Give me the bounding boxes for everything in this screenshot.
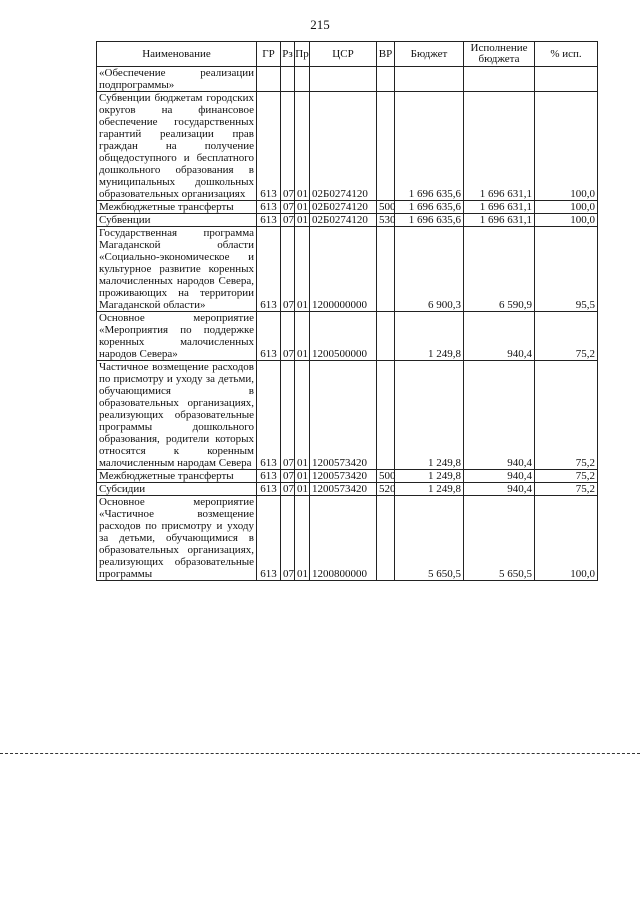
row-pr (295, 67, 310, 92)
row-rz: 07 (281, 470, 295, 483)
row-percent: 100,0 (535, 92, 598, 201)
table-header-row (97, 42, 598, 67)
row-vr: 500 (377, 201, 395, 214)
row-pr: 01 (295, 496, 310, 581)
row-rz: 07 (281, 214, 295, 227)
row-percent: 75,2 (535, 470, 598, 483)
row-gr: 613 (257, 92, 281, 201)
row-name: Межбюджетные трансферты (97, 470, 257, 483)
row-name: Частичное возмещение расходов по присмотру и уходу за детьми, обучающимися в образовательных организациях, реализующих образовательные программы дошкольного образования, родители которых относятся к коренным малочисленным народам Севера (97, 361, 257, 470)
row-budget: 1 696 635,6 (395, 214, 464, 227)
row-percent: 75,2 (535, 312, 598, 361)
table-row (97, 201, 598, 214)
row-vr: 500 (377, 470, 395, 483)
row-percent: 100,0 (535, 214, 598, 227)
row-budget: 1 249,8 (395, 312, 464, 361)
row-csr (310, 67, 377, 92)
row-percent (535, 67, 598, 92)
row-vr (377, 312, 395, 361)
row-pr: 01 (295, 92, 310, 201)
row-rz: 07 (281, 483, 295, 496)
row-gr: 613 (257, 483, 281, 496)
row-csr: 1200573420 (310, 483, 377, 496)
row-gr: 613 (257, 470, 281, 483)
row-percent: 100,0 (535, 496, 598, 581)
table-row (97, 92, 598, 201)
row-percent: 75,2 (535, 483, 598, 496)
row-vr: 530 (377, 214, 395, 227)
row-rz: 07 (281, 496, 295, 581)
row-csr: 1200800000 (310, 496, 377, 581)
row-rz: 07 (281, 227, 295, 312)
row-pr: 01 (295, 227, 310, 312)
row-rz (281, 67, 295, 92)
row-pr: 01 (295, 483, 310, 496)
row-name: Межбюджетные трансферты (97, 201, 257, 214)
row-execution: 940,4 (464, 312, 535, 361)
row-percent: 100,0 (535, 201, 598, 214)
row-execution: 940,4 (464, 361, 535, 470)
page-number: 215 (310, 17, 330, 32)
row-name: Государственная программа Магаданской области «Социально-экономическое и культурное развитие коренных малочисленных народов Севера, проживающих на территории Магаданской области» (97, 227, 257, 312)
row-vr (377, 227, 395, 312)
row-pr: 01 (295, 201, 310, 214)
row-rz: 07 (281, 361, 295, 470)
table-row (97, 67, 598, 92)
row-budget: 1 249,8 (395, 470, 464, 483)
row-budget (395, 67, 464, 92)
header-budget: Бюджет (395, 42, 464, 67)
budget-execution-table (96, 41, 598, 581)
row-vr (377, 496, 395, 581)
row-execution: 1 696 631,1 (464, 214, 535, 227)
header-vr: ВР (377, 42, 395, 67)
row-gr: 613 (257, 312, 281, 361)
row-vr (377, 67, 395, 92)
row-name: «Обеспечение реализации подпрограммы» (97, 67, 257, 92)
row-gr: 613 (257, 227, 281, 312)
header-csr: ЦСР (310, 42, 377, 67)
row-budget: 1 249,8 (395, 483, 464, 496)
row-csr: 02Б0274120 (310, 214, 377, 227)
table-row (97, 312, 598, 361)
row-rz: 07 (281, 201, 295, 214)
table-row (97, 483, 598, 496)
row-execution: 940,4 (464, 483, 535, 496)
row-csr: 1200000000 (310, 227, 377, 312)
row-rz: 07 (281, 312, 295, 361)
row-budget: 1 696 635,6 (395, 92, 464, 201)
row-pr: 01 (295, 214, 310, 227)
table-row (97, 470, 598, 483)
row-execution: 940,4 (464, 470, 535, 483)
row-percent: 95,5 (535, 227, 598, 312)
row-csr: 02Б0274120 (310, 201, 377, 214)
row-vr (377, 92, 395, 201)
row-execution: 1 696 631,1 (464, 201, 535, 214)
row-pr: 01 (295, 361, 310, 470)
row-execution: 6 590,9 (464, 227, 535, 312)
row-budget: 6 900,3 (395, 227, 464, 312)
row-vr (377, 361, 395, 470)
table-row (97, 214, 598, 227)
row-name: Основное мероприятие «Мероприятия по поддержке коренных малочисленных народов Севера» (97, 312, 257, 361)
row-name: Субвенции (97, 214, 257, 227)
table-row (97, 227, 598, 312)
header-rz: Рз (281, 42, 295, 67)
header-name: Наименование (97, 42, 257, 67)
row-gr (257, 67, 281, 92)
row-gr: 613 (257, 201, 281, 214)
row-gr: 613 (257, 361, 281, 470)
row-name: Субвенции бюджетам городских округов на финансовое обеспечение государственных гарантий реализации прав граждан на получение общедоступного и бесплатного дошкольного образования в муниципальных дошкольных образовательных организациях (97, 92, 257, 201)
page-separator-line (0, 753, 640, 754)
header-pr: Пр (295, 42, 310, 67)
header-execution: Исполнение бюджета (464, 42, 535, 67)
row-budget: 5 650,5 (395, 496, 464, 581)
table-row (97, 361, 598, 470)
table-row (97, 496, 598, 581)
row-percent: 75,2 (535, 361, 598, 470)
row-vr: 520 (377, 483, 395, 496)
row-csr: 02Б0274120 (310, 92, 377, 201)
row-gr: 613 (257, 496, 281, 581)
row-name: Субсидии (97, 483, 257, 496)
row-name: Основное мероприятие «Частичное возмещение расходов по присмотру и уходу за детьми, обучающимися в образовательных организациях, реализующих образовательные программы (97, 496, 257, 581)
row-pr: 01 (295, 470, 310, 483)
row-rz: 07 (281, 92, 295, 201)
row-execution: 1 696 631,1 (464, 92, 535, 201)
header-percent: % исп. (535, 42, 598, 67)
row-csr: 1200573420 (310, 361, 377, 470)
row-csr: 1200500000 (310, 312, 377, 361)
row-budget: 1 249,8 (395, 361, 464, 470)
row-execution: 5 650,5 (464, 496, 535, 581)
row-pr: 01 (295, 312, 310, 361)
row-gr: 613 (257, 214, 281, 227)
row-execution (464, 67, 535, 92)
header-gr: ГР (257, 42, 281, 67)
row-csr: 1200573420 (310, 470, 377, 483)
row-budget: 1 696 635,6 (395, 201, 464, 214)
